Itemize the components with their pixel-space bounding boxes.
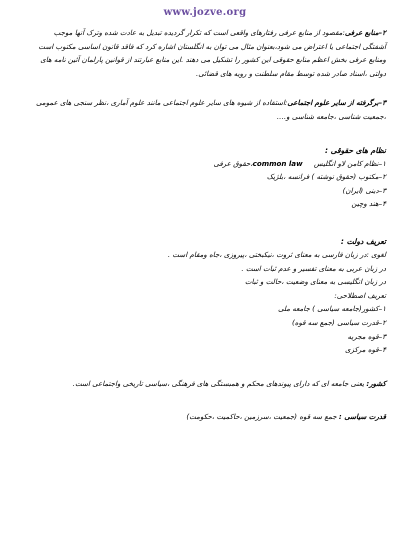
section-title: ۲–منابع عرفی [344, 28, 386, 37]
term-title: کشور: [366, 378, 386, 388]
spacer [30, 211, 386, 235]
section-social-sciences [30, 96, 386, 123]
definition-line: لغوی :در زبان فارسی به معنای ثروت ،نیکبختی ،پیروزی ،جاه ومقام است . [167, 249, 386, 259]
legal-systems-heading: نظام های حقوقی : [324, 145, 386, 155]
spacer [30, 357, 386, 377]
list-item: ۳–قوه مجریه [347, 331, 386, 341]
latin-term: common law [252, 158, 303, 168]
section-title: ۳–برگرفته از سایر علوم اجتماعی [287, 98, 386, 108]
country-definition [30, 377, 386, 391]
political-power-definition [30, 410, 386, 424]
list-item: ۳–دینی (ایران) [342, 185, 386, 195]
list-item: ۴–هند وچین [351, 199, 386, 209]
spacer [30, 80, 386, 96]
section-text: :مقصود از منابع عرفی رفتارهای واقعی است که تکرار گردیده تبدیل به عادت شده وترک آنها موجب آشفتگی اجتماعی یا اعتراض می شود،بعنوان مثال می توان به انگلستان اشاره کرد که فاقد قانون اساسی مکتوب است ومنابع عرفی بخش اعظم منابع حقوقی این کشور را تشکیل می دهند .این منابع عبارتند از قوانین پارلمان آئین نامه های دولتی ،اسناد صادر شده توسط مقام سلطنت و رویه های قضائی. [38, 28, 386, 78]
state-definition-heading: تعریف دولت : [340, 236, 386, 246]
list-item: ۱–کشور(جامعه سیاسی ) جامعه ملی [277, 304, 386, 314]
definition-line: در زبان انگلیسی به معنای وضعیت ،حالت و ثبات [244, 277, 386, 287]
definition-subheading: تعریف اصطلاحی: [334, 290, 386, 300]
definition-line: در زبان عربی به معنای تفسیر و عدم ثبات است . [241, 263, 386, 273]
term-text: یعنی جامعه ای که دارای پیوندهای محکم و همبستگی های فرهنگی ،سیاسی تاریخی واجتماعی است. [72, 378, 367, 388]
spacer [30, 390, 386, 410]
section-text: :استفاده از شیوه های سایر علوم اجتماعی مانند علوم آماری ،نظر سنجی های عمومی ،جمعیت شناسی ،جامعه شناسی و…. [35, 98, 386, 121]
term-text: جمع سه قوه (جمعیت ،سرزمین ،حاکمیت ،حکومت) [186, 412, 339, 422]
section-customary-sources [30, 26, 386, 80]
list-item: ۲–قدرت سیاسی (جمع سه قوه) [291, 317, 386, 327]
list-item: ۱–نظام کامن لاو انگلیس common law،حقوق عرفی [213, 158, 386, 168]
list-item: ۲–مکتوب (حقوق نوشته ) فرانسه ،بلژیک [266, 172, 386, 182]
term-title: قدرت سیاسی : [338, 412, 386, 422]
list-item: ۴–قوه مرکزی [345, 345, 386, 355]
watermark: www.jozve.org [163, 7, 247, 18]
spacer [30, 124, 386, 144]
